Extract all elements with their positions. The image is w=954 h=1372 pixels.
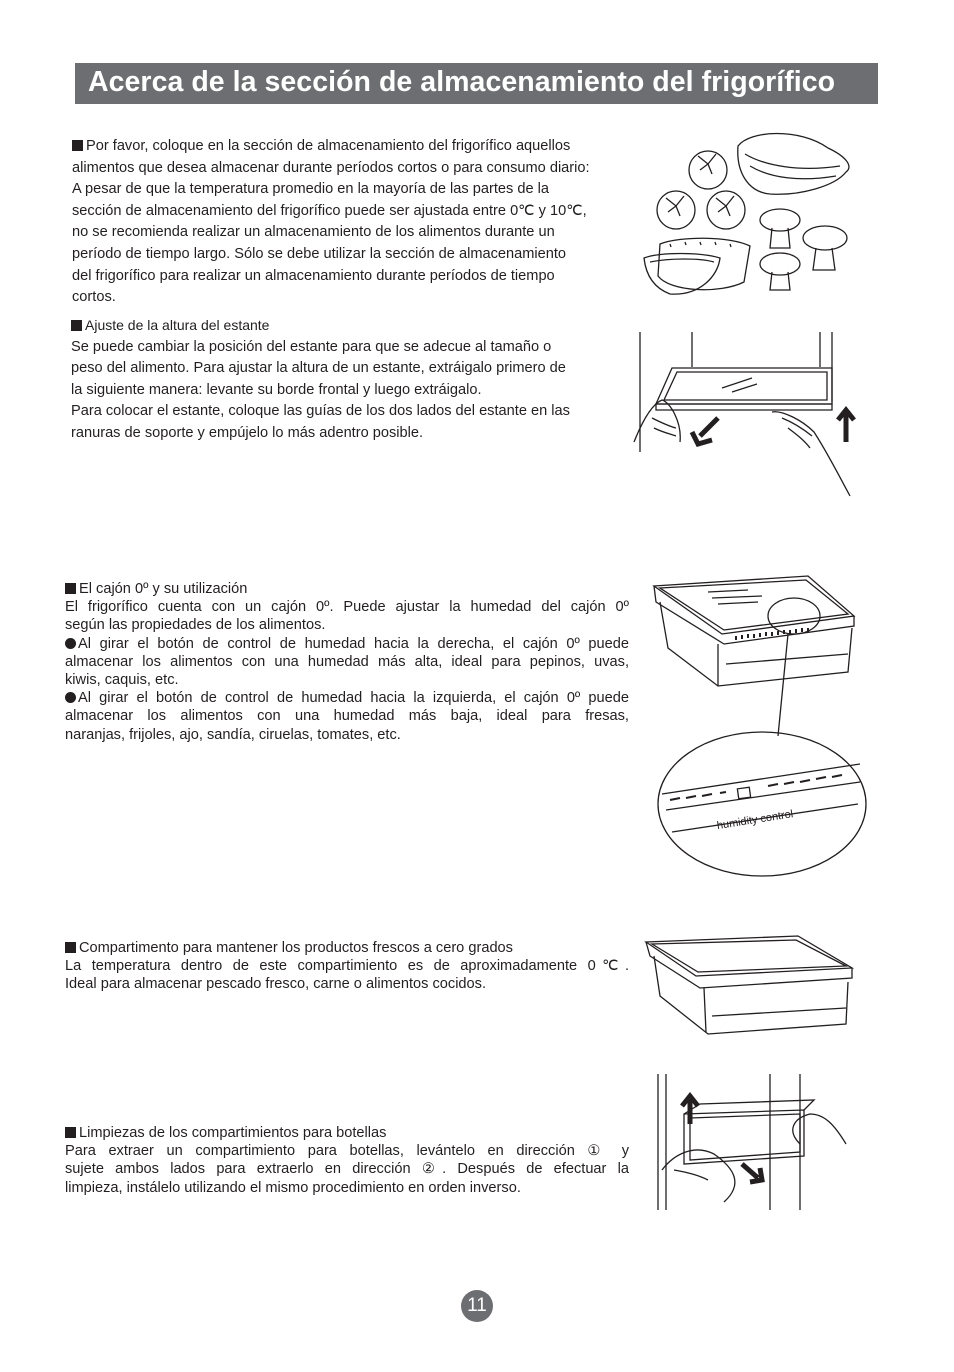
paragraph-line: Al girar el botón de control de humedad hacia la izquierda, el cajón 0º puede bbox=[65, 689, 629, 707]
paragraph-line: período de tiempo largo. Sólo se debe utilizar la sección de almacenamiento bbox=[72, 245, 567, 262]
section-zero-drawer bbox=[65, 580, 629, 744]
shelf-removal-illustration bbox=[632, 332, 864, 498]
food-illustration bbox=[640, 126, 856, 300]
paragraph-line: Por favor, coloque en la sección de almacenamiento del frigorífico aquellos bbox=[72, 136, 647, 158]
humidity-control-label: humidity control bbox=[716, 808, 795, 833]
paragraph-line: cortos. bbox=[72, 289, 116, 306]
section-shelf-height bbox=[71, 315, 636, 445]
bottle-compartment-illustration bbox=[654, 1074, 850, 1212]
paragraph-line: limpieza, instálelo utilizando el mismo procedimiento en orden inverso. bbox=[65, 1179, 521, 1196]
section-storage-intro bbox=[72, 136, 647, 309]
page-title: Acerca de la sección de almacenamiento del frigorífico bbox=[88, 66, 836, 98]
section-heading: Compartimento para mantener los productos frescos a cero grados bbox=[65, 939, 629, 957]
paragraph-line: Ideal para almacenar pescado fresco, carne o alimentos cocidos. bbox=[65, 976, 487, 993]
round-bullet-icon bbox=[65, 692, 76, 703]
round-bullet-icon bbox=[65, 638, 76, 649]
humidity-drawer-illustration bbox=[648, 568, 880, 878]
paragraph-line: sección de almacenamiento del frigorífico puede ser ajustada entre 0℃ y 10℃, bbox=[72, 202, 587, 219]
square-bullet-icon bbox=[71, 320, 82, 331]
paragraph-line: alimentos que desea almacenar durante períodos cortos o para consumo diario: bbox=[72, 159, 590, 176]
paragraph-line: La temperatura dentro de este compartimiento es de aproximadamente 0℃. bbox=[65, 958, 629, 975]
paragraph-line: Para extraer un compartimiento para botellas, levántelo en dirección ① y bbox=[65, 1143, 629, 1160]
section-fresh-compartment bbox=[65, 939, 629, 994]
square-bullet-icon bbox=[65, 1127, 76, 1138]
paragraph-line: A pesar de que la temperatura promedio en la mayoría de las partes de la bbox=[72, 181, 550, 198]
paragraph-line: El frigorífico cuenta con un cajón 0º. Puede ajustar la humedad del cajón 0º bbox=[65, 599, 629, 616]
square-bullet-icon bbox=[72, 140, 83, 151]
section-heading: Ajuste de la altura del estante bbox=[71, 315, 636, 337]
paragraph-line: según las propiedades de los alimentos. bbox=[65, 617, 326, 634]
paragraph-line: naranjas, frijoles, ajo, sandía, ciruelas, tomates, etc. bbox=[65, 726, 401, 743]
paragraph-line: almacenar los alimentos con una humedad más baja, ideal para fresas, bbox=[65, 708, 629, 725]
paragraph-line: no se recomienda realizar un almacenamiento de los alimentos durante un bbox=[72, 224, 555, 241]
paragraph-line: ranuras de soporte y empújelo lo más adentro posible. bbox=[71, 424, 424, 441]
section-heading: Limpiezas de los compartimientos para botellas bbox=[65, 1124, 629, 1142]
page-number: 11 bbox=[467, 1295, 487, 1316]
paragraph-line: la siguiente manera: levante su borde frontal y luego extráigalo. bbox=[71, 381, 482, 398]
section-heading: El cajón 0º y su utilización bbox=[65, 580, 629, 598]
paragraph-line: Al girar el botón de control de humedad hacia la derecha, el cajón 0º puede bbox=[65, 635, 629, 653]
square-bullet-icon bbox=[65, 583, 76, 594]
paragraph-line: Se puede cambiar la posición del estante para que se adecue al tamaño o bbox=[71, 338, 552, 355]
paragraph-line: almacenar los alimentos con una humedad más alta, ideal para pepinos, uvas, bbox=[65, 653, 629, 670]
paragraph-line: kiwis, caquis, etc. bbox=[65, 672, 179, 689]
page-number-badge bbox=[461, 1290, 493, 1322]
fresh-compartment-illustration bbox=[642, 932, 856, 1036]
paragraph-line: peso del alimento. Para ajustar la altura de un estante, extráigalo primero de bbox=[71, 360, 566, 377]
paragraph-line: Para colocar el estante, coloque las guías de los dos lados del estante en las bbox=[71, 403, 570, 420]
title-bar bbox=[75, 63, 878, 104]
square-bullet-icon bbox=[65, 942, 76, 953]
section-bottle-compartment bbox=[65, 1124, 629, 1197]
paragraph-line: del frigorífico para realizar un almacenamiento durante períodos de tiempo bbox=[72, 267, 555, 284]
paragraph-line: sujete ambos lados para extraerlo en dirección ②. Después de efectuar la bbox=[65, 1161, 629, 1178]
